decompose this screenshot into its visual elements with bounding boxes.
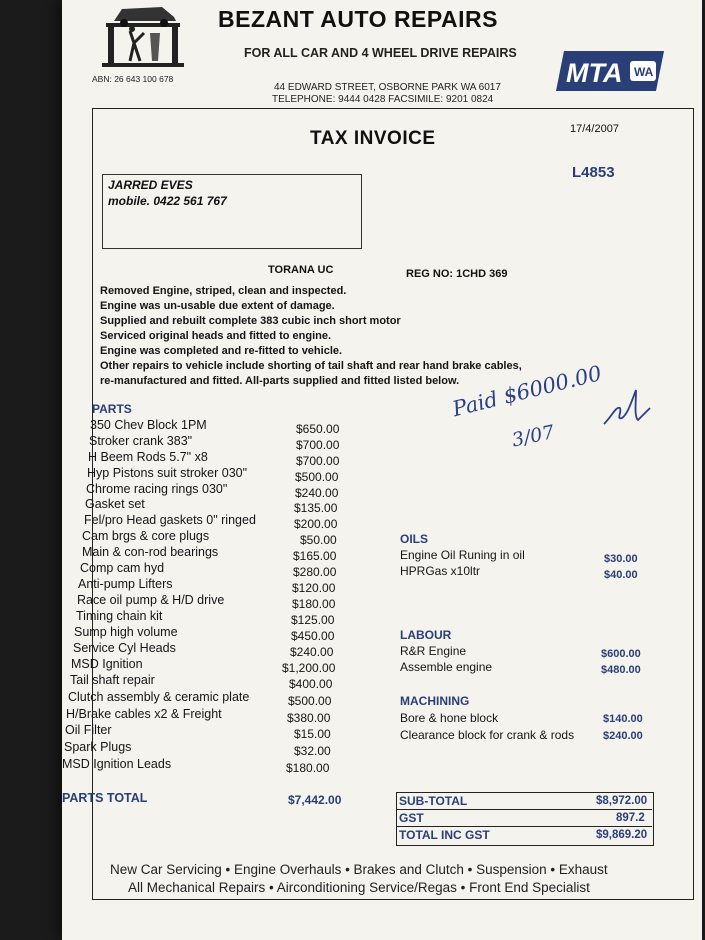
part-price: $125.00 [291, 613, 335, 627]
part-name: Stroker crank 383" [89, 434, 193, 448]
work-line: Serviced original heads and fitted to engine. [100, 330, 332, 342]
part-name: 350 Chev Block 1PM [90, 418, 207, 432]
parts-total-value: $7,442.00 [288, 793, 342, 807]
part-name: MSD Ignition Leads [62, 757, 172, 771]
customer-name: JARRED EVES [108, 178, 193, 192]
footer-services-line1: New Car Servicing • Engine Overhauls • Brakes and Clutch • Suspension • Exhaust [110, 862, 608, 877]
company-address: 44 EDWARD STREET, OSBORNE PARK WA 6017 [274, 82, 501, 93]
oil-price: $30.00 [604, 553, 638, 565]
part-price: $15.00 [294, 727, 331, 741]
labour-price: $600.00 [601, 648, 641, 660]
part-price: $700.00 [296, 454, 340, 468]
oil-item: Engine Oil Runing in oil [400, 548, 525, 562]
machining-item: Bore & hone block [400, 711, 499, 725]
oil-item: HPRGas x10ltr [400, 564, 481, 578]
part-price: $200.00 [294, 517, 338, 531]
company-name: BEZANT AUTO REPAIRS [218, 6, 498, 32]
part-name: Anti-pump Lifters [78, 577, 173, 591]
invoice-title: TAX INVOICE [310, 128, 436, 149]
machining-item: Clearance block for crank & rods [400, 728, 575, 742]
parts-heading: PARTS [92, 402, 132, 416]
part-price: $180.00 [292, 597, 336, 611]
totals-divider [396, 809, 652, 810]
part-price: $32.00 [294, 744, 331, 758]
total-value: $9,869.20 [596, 829, 648, 841]
machining-price: $140.00 [603, 713, 643, 725]
part-price: $240.00 [295, 486, 339, 500]
part-name: Cam brgs & core plugs [82, 529, 210, 543]
gst-value: 897.2 [616, 812, 645, 824]
footer-services-line2: All Mechanical Repairs • Airconditioning Service/Regas • Front End Specialist [128, 880, 590, 895]
gst-label: GST [399, 811, 424, 825]
subtotal-label: SUB-TOTAL [399, 794, 468, 808]
work-line: Engine was completed and re-fitted to vehicle. [100, 345, 343, 357]
part-price: $700.00 [296, 438, 340, 452]
part-price: $500.00 [288, 694, 332, 708]
oils-heading: OILS [400, 532, 429, 546]
work-line: Removed Engine, striped, clean and inspected. [100, 285, 347, 297]
labour-item: R&R Engine [400, 644, 467, 658]
parts-total-label: PARTS TOTAL [62, 791, 148, 805]
handwritten-paid-note: Paid $6000.00 [450, 361, 605, 422]
invoice-date: 17/4/2007 [570, 123, 619, 135]
part-price: $50.00 [300, 533, 337, 547]
work-line: Other repairs to vehicle include shorting of tail shaft and rear hand brake cables, [100, 360, 522, 372]
work-line: Supplied and rebuilt complete 383 cubic inch short motor [100, 315, 401, 327]
part-name: Fel/pro Head gaskets 0" ringed [84, 513, 256, 527]
part-name: Tail shaft repair [70, 673, 155, 687]
car-hoist-logo-icon [100, 3, 186, 69]
subtotal-value: $8,972.00 [596, 795, 648, 807]
labour-heading: LABOUR [400, 628, 452, 642]
customer-mobile: mobile. 0422 561 767 [108, 194, 227, 208]
handwritten-date-note: 3/07 [510, 421, 557, 452]
company-tagline: FOR ALL CAR AND 4 WHEEL DRIVE REPAIRS [244, 46, 517, 60]
invoice-paper [62, 0, 702, 940]
handwritten-signature-icon [602, 386, 652, 432]
part-name: Race oil pump & H/D drive [77, 593, 225, 607]
part-name: H Beem Rods 5.7" x8 [88, 450, 208, 464]
invoice-number: L4853 [572, 164, 615, 181]
part-name: Sump high volume [74, 625, 178, 639]
part-name: H/Brake cables x2 & Freight [66, 707, 222, 721]
part-price: $240.00 [290, 645, 334, 659]
totals-divider [396, 826, 652, 827]
part-price: $380.00 [287, 711, 331, 725]
part-name: Clutch assembly & ceramic plate [68, 690, 250, 704]
vehicle-model: TORANA UC [268, 264, 334, 276]
part-name: Gasket set [85, 497, 145, 511]
part-price: $500.00 [295, 470, 339, 484]
machining-heading: MACHINING [400, 694, 470, 708]
oil-price: $40.00 [604, 569, 638, 581]
part-name: Spark Plugs [64, 740, 132, 754]
part-price: $180.00 [286, 761, 330, 775]
machining-price: $240.00 [603, 730, 643, 742]
mta-logo-badge: WA [634, 65, 654, 79]
company-phone: TELEPHONE: 9444 0428 FACSIMILE: 9201 0824 [272, 94, 494, 105]
part-price: $450.00 [291, 629, 335, 643]
part-name: Chrome racing rings 030" [86, 482, 228, 496]
part-price: $1,200.00 [282, 661, 336, 675]
part-name: Main & con-rod bearings [82, 545, 219, 559]
labour-item: Assemble engine [400, 660, 493, 674]
mta-logo-text: MTA [566, 58, 623, 88]
work-line: Engine was un-usable due extent of damage. [100, 300, 335, 312]
part-price: $650.00 [296, 422, 340, 436]
part-price: $400.00 [289, 677, 333, 691]
part-price: $135.00 [294, 501, 338, 515]
part-name: Comp cam hyd [80, 561, 165, 575]
part-price: $120.00 [292, 581, 336, 595]
part-name: MSD Ignition [71, 657, 143, 671]
part-price: $280.00 [293, 565, 337, 579]
work-line: re-manufactured and fitted. All-parts supplied and fitted listed below. [100, 375, 460, 387]
mta-logo-icon [556, 51, 664, 91]
abn-number: ABN: 26 643 100 678 [92, 74, 174, 84]
part-name: Oil Filter [65, 723, 112, 737]
part-name: Timing chain kit [76, 609, 163, 623]
labour-price: $480.00 [601, 664, 641, 676]
part-name: Service Cyl Heads [73, 641, 176, 655]
vehicle-reg: REG NO: 1CHD 369 [406, 268, 508, 280]
part-name: Hyp Pistons suit stroker 030" [87, 466, 248, 480]
part-price: $165.00 [293, 549, 337, 563]
total-label: TOTAL INC GST [399, 828, 490, 842]
